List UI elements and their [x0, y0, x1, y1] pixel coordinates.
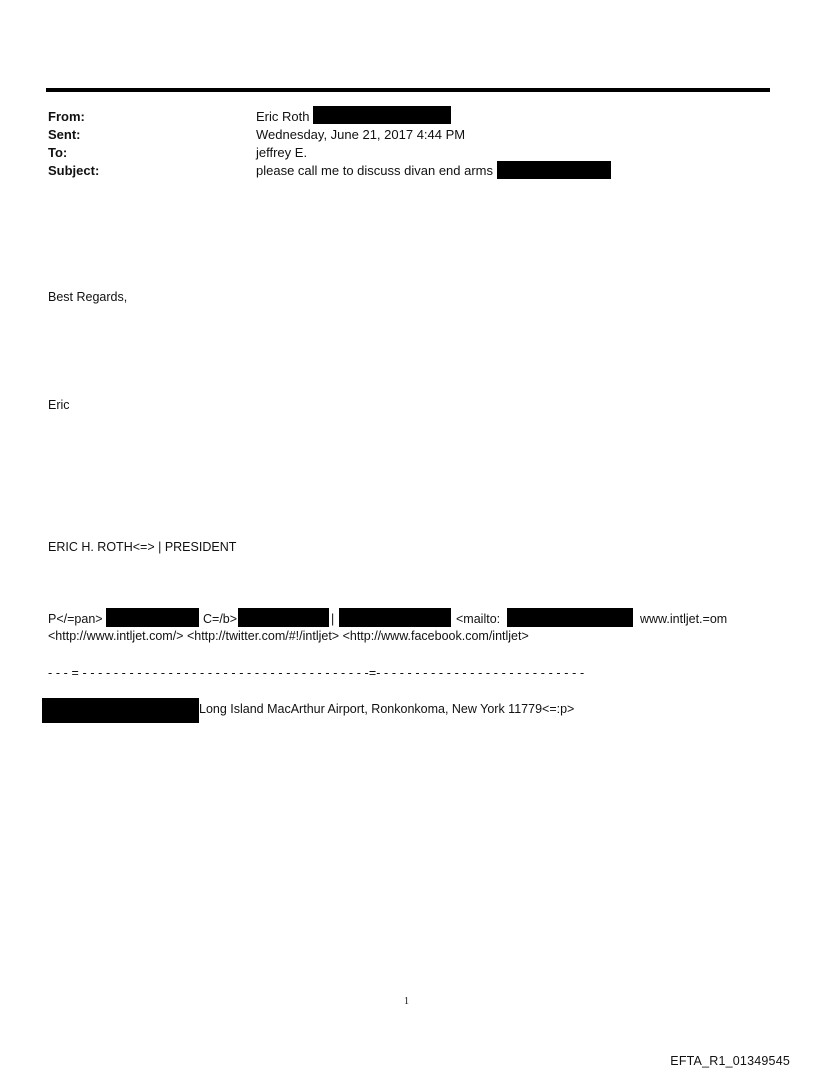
redaction-from-email	[313, 106, 451, 124]
from-value: Eric Roth	[256, 109, 310, 124]
subject-value: please call me to discuss divan end arms	[256, 163, 494, 178]
redaction-cell	[238, 608, 329, 627]
from-label: From:	[48, 109, 85, 124]
redaction-mailto	[507, 608, 633, 627]
contact-separator: |	[331, 612, 335, 626]
sent-label: Sent:	[48, 127, 81, 142]
contact-website: www.intljet.=om	[640, 612, 728, 626]
signoff-text: Eric	[48, 398, 70, 412]
signature-title: ERIC H. ROTH<=> | PRESIDENT	[48, 540, 237, 554]
contact-cell-label: C=/b>	[203, 612, 238, 626]
separator-line: - - - = - - - - - - - - - - - - - - - - - - - - - - - - - - - - - - - - - - - - -=- - - - - - - - - - - - - - - - - - - - - - - - - - -	[48, 666, 585, 680]
redaction-phone	[106, 608, 199, 627]
sent-value: Wednesday, June 21, 2017 4:44 PM	[256, 127, 466, 142]
contact-phone-label: P</=pan>	[48, 612, 103, 626]
redaction-address	[42, 698, 199, 723]
header-rule	[46, 88, 770, 92]
closing-text: Best Regards,	[48, 290, 128, 304]
contact-mailto: <mailto:	[456, 612, 501, 626]
document-id: EFTA_R1_01349545	[670, 1054, 790, 1068]
address-line: Long Island MacArthur Airport, Ronkonkoma, New York 11779<=:p>	[199, 702, 575, 716]
page-number: 1	[404, 996, 409, 1007]
to-label: To:	[48, 145, 68, 160]
links-line: <http://www.intljet.com/> <http://twitter.com/#!/intljet> <http://www.facebook.com/intljet>	[48, 629, 529, 643]
redaction-subject	[497, 161, 611, 179]
redaction-email	[339, 608, 451, 627]
to-value: jeffrey E.	[256, 145, 308, 160]
subject-label: Subject:	[48, 163, 100, 178]
